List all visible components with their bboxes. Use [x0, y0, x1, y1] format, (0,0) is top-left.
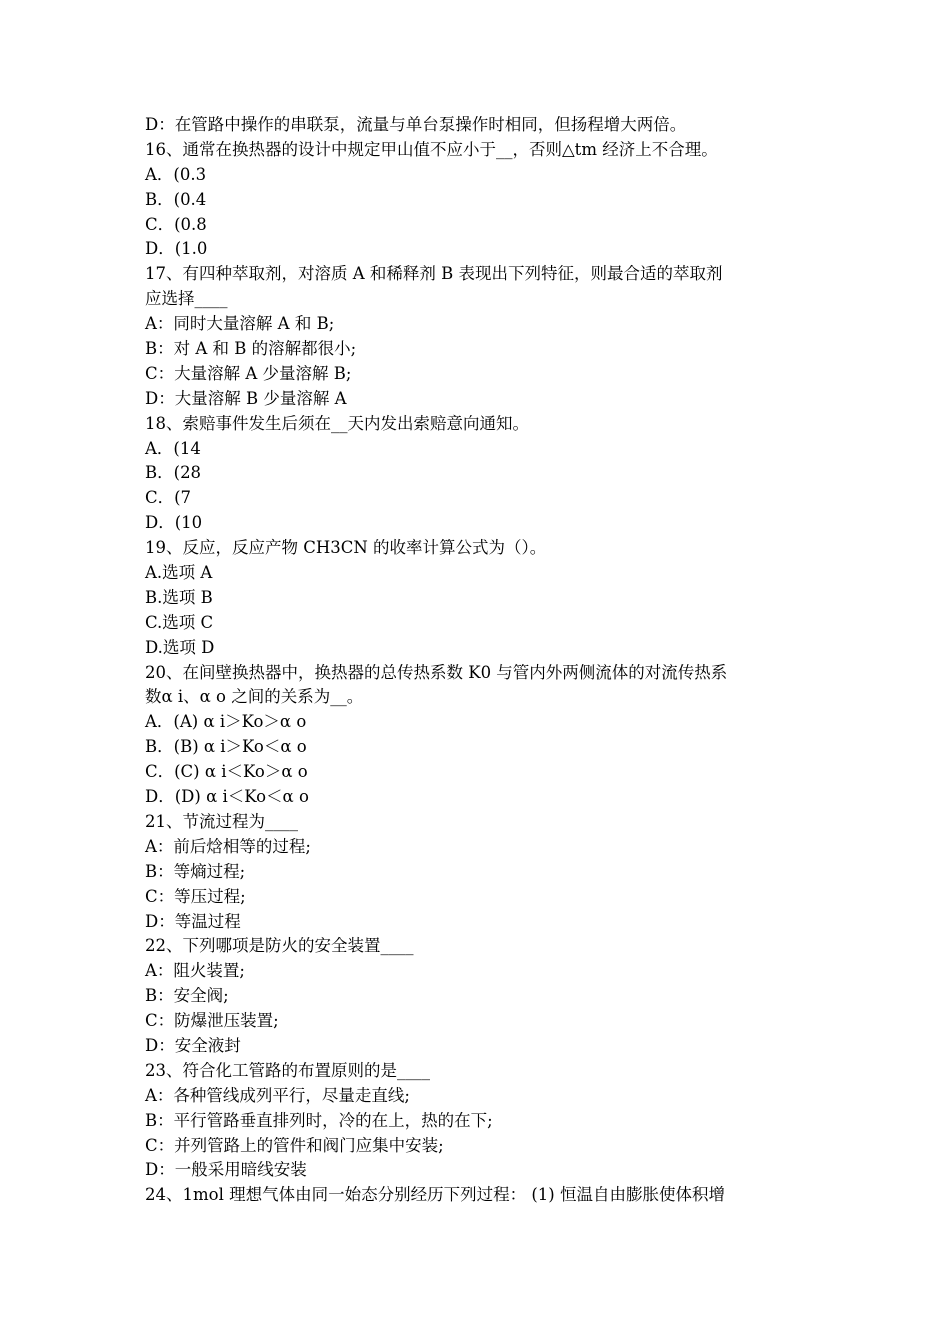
text-line: A．(A) α i＞Ko＞α o [145, 712, 307, 732]
text-line: B：等熵过程; [145, 861, 246, 881]
text-line: B．(0.4 [145, 189, 207, 209]
text-line: 22、下列哪项是防火的安全装置____ [145, 936, 414, 956]
text-line: A：同时大量溶解 A 和 B; [145, 314, 335, 334]
text-line: D：安全液封 [145, 1035, 241, 1055]
text-line: 18、索赔事件发生后须在__天内发出索赔意向通知。 [145, 413, 529, 433]
document-page [145, 113, 810, 1208]
text-line: D：等温过程 [145, 911, 241, 931]
text-line: C．(C) α i＜Ko＞α o [145, 762, 308, 782]
text-line: 20、在间壁换热器中，换热器的总传热系数 K0 与管内外两侧流体的对流传热系 [145, 662, 728, 682]
text-line: B：安全阀; [145, 986, 229, 1006]
text-line: D．(1.0 [145, 239, 208, 259]
text-line: D：一般采用暗线安装 [145, 1160, 307, 1180]
text-line: 17、有四种萃取剂，对溶质 A 和稀释剂 B 表现出下列特征，则最合适的萃取剂 [145, 264, 723, 284]
text-line: A：各种管线成列平行，尽量走直线; [145, 1085, 410, 1105]
text-line: C：大量溶解 A 少量溶解 B; [145, 363, 352, 383]
text-line: D．(D) α i＜Ko＜α o [145, 787, 309, 807]
text-line: D.选项 D [145, 637, 215, 657]
text-line: 23、符合化工管路的布置原则的是____ [145, 1060, 430, 1080]
text-line: 16、通常在换热器的设计中规定甲山值不应小于__，否则△tm 经济上不合理。 [145, 139, 718, 159]
text-line: D：在管路中操作的串联泵，流量与单台泵操作时相同，但扬程增大两倍。 [145, 115, 687, 134]
text-line: A：前后焓相等的过程; [145, 836, 311, 856]
text-line: D．(10 [145, 513, 203, 533]
text-line: B．(28 [145, 463, 202, 483]
text-line: A．(14 [145, 438, 201, 458]
text-line: C：防爆泄压装置; [145, 1011, 279, 1031]
text-line: 19、反应，反应产物 CH3CN 的收率计算公式为（）。 [145, 538, 547, 558]
text-line: 应选择____ [145, 289, 228, 309]
text-line: C．(0.8 [145, 214, 207, 234]
text-line: B：对 A 和 B 的溶解都很小; [145, 339, 357, 359]
text-line: C.选项 C [145, 612, 214, 632]
text-line: C：并列管路上的管件和阀门应集中安装; [145, 1135, 444, 1155]
text-line: A.选项 A [145, 563, 213, 583]
text-line: 数α i、α o 之间的关系为__。 [145, 687, 364, 707]
text-line: C：等压过程; [145, 886, 246, 906]
text-line: A．(0.3 [145, 164, 207, 184]
text-line: A：阻火装置; [145, 961, 245, 981]
text-line: 24、1mol 理想气体由同一始态分别经历下列过程： (1) 恒温自由膨胀使体积增 [145, 1185, 725, 1205]
text-line: B：平行管路垂直排列时，冷的在上，热的在下; [145, 1110, 493, 1130]
text-line: B.选项 B [145, 587, 213, 607]
text-line: C．(7 [145, 488, 192, 508]
text-line: 21、节流过程为____ [145, 811, 298, 831]
text-line: B．(B) α i＞Ko＜α o [145, 737, 307, 757]
text-line: D：大量溶解 B 少量溶解 A [145, 388, 347, 408]
